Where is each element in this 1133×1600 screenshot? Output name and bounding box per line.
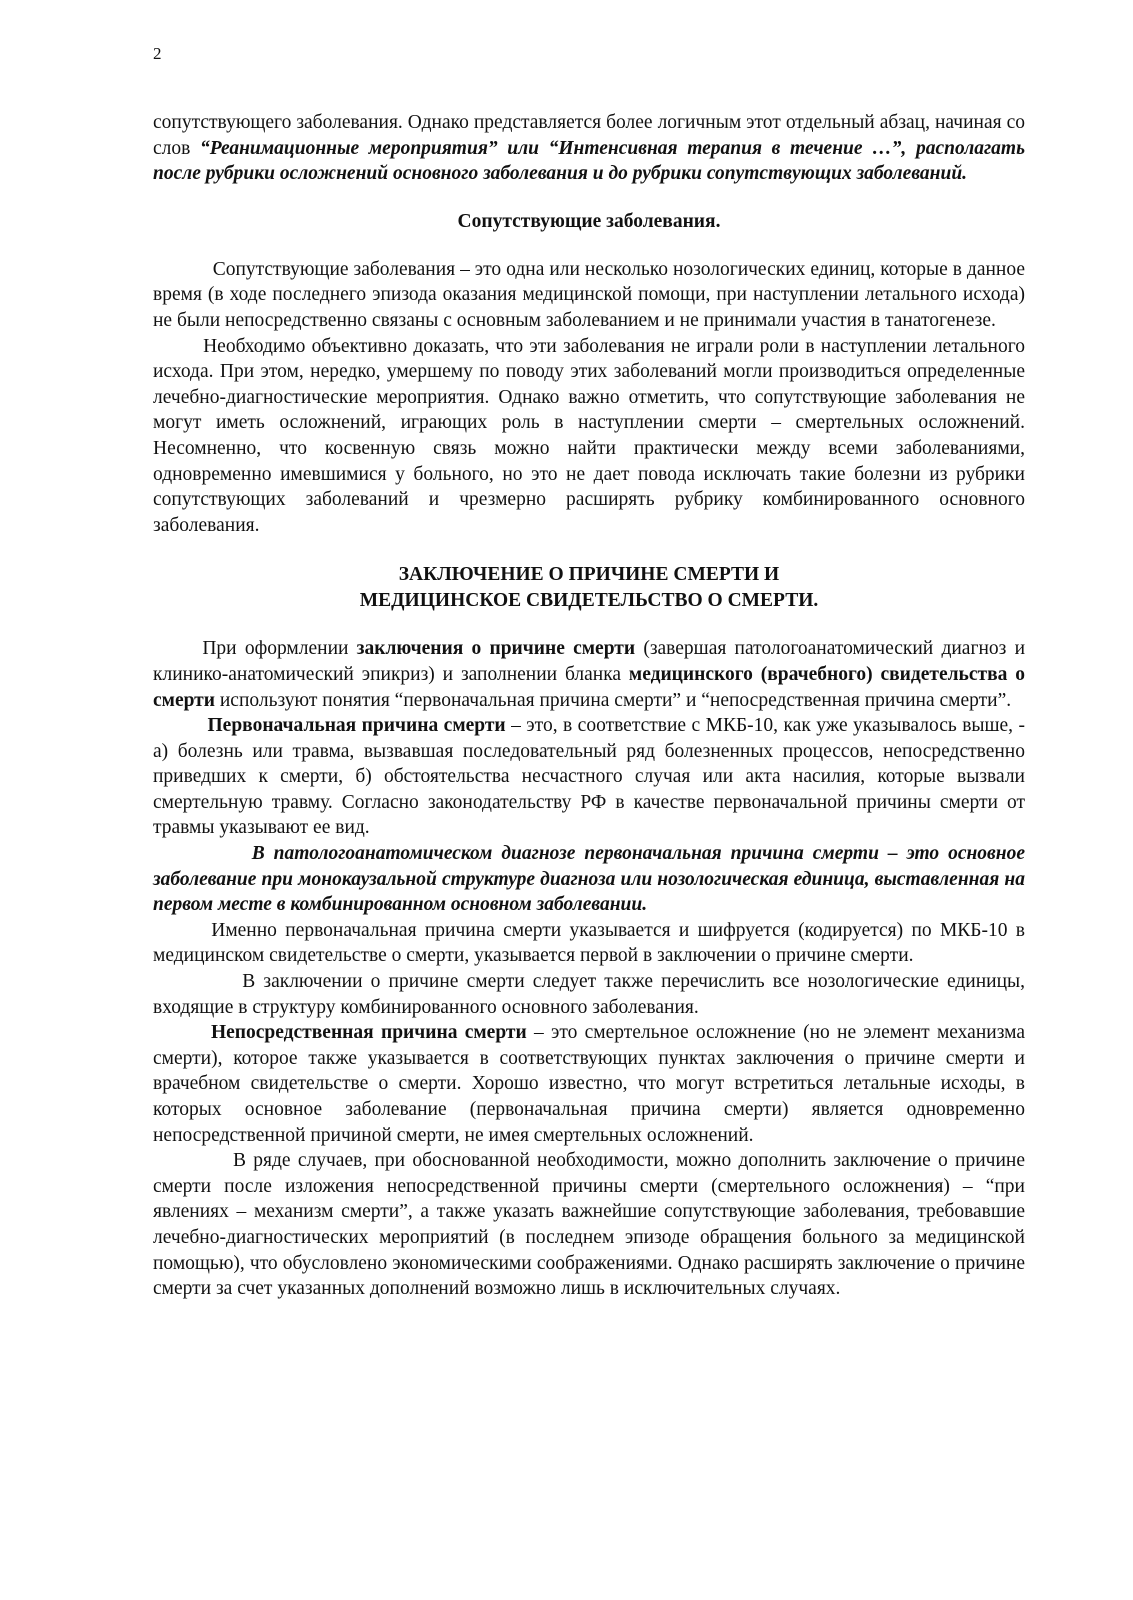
document-body [153, 110, 1025, 1302]
paragraph-text: Сопутствующие заболевания – это одна или несколько нозологических единиц, которые в данное время (в ходе последнего эпизода оказания медицинской помощи, при наступлении летального исхода) не были непосредственно связаны с основным заболеванием и не принимали участия в танатогенезе. [153, 258, 1026, 331]
paragraph-text: (завершая патологоанатомический диагноз и клинико-анатомический эпикриз) и заполнении бланка [153, 638, 1026, 685]
paragraph-bold-term: Первоначальная причина смерти [207, 715, 506, 737]
page-number: 2 [153, 44, 162, 63]
paragraph-bold-term: Непосредственная причина смерти [210, 1022, 527, 1044]
heading-line-2: МЕДИЦИНСКОЕ СВИДЕТЕЛЬСТВО О СМЕРТИ. [359, 590, 819, 612]
paragraph-text: – это, в соответствие с МКБ-10, как уже указывалось выше, - а) болезнь или травма, вызвавшая последовательный ряд болезненных процессов, непосредственно приведших к смерти, б) обстоятельства несчастного случая или акта насилия, которые вызвали смертельную травму. Согласно законодательству РФ в качестве первоначальной причины смерти от травмы указывают ее вид. [153, 715, 1025, 839]
heading-line-1: ЗАКЛЮЧЕНИЕ О ПРИЧИНЕ СМЕРТИ И [398, 564, 780, 586]
paragraph-text: Необходимо объективно доказать, что эти заболевания не играли роли в наступлении летального исхода. При этом, нередко, умершему по поводу этих заболеваний могли производиться определенные лечебно-диагностические мероприятия. Однако важно отметить, что сопутствующие заболевания не могут иметь осложнений, играющих роль в наступлении смерти – смертельных осложнений. Несомненно, что косвенную связь можно найти практически между всеми заболеваниями, одновременно имевшимися у больного, но это не дает повода исключать такие болезни из рубрики сопутствующих заболеваний и чрезмерно расширять рубрику комбинированного основного заболевания. [153, 335, 1025, 536]
paragraph-underlying-cause [153, 713, 1025, 841]
section-heading-death-conclusion [153, 562, 1025, 614]
paragraph-text: используют понятия “первоначальная причина смерти” и “непосредственная причина смерти”. [215, 689, 1012, 711]
paragraph-comorbidities-proof [153, 334, 1025, 539]
paragraph-underlying-cause-emphasis [153, 841, 1025, 918]
paragraph-text: – это смертельное осложнение (но не элемент механизма смерти), которое также указывается в соответствующих пунктах заключения о причине смерти и врачебном свидетельстве о смерти. Хорошо известно, что могут встретиться летальные исходы, в которых основное заболевание (первоначальная причина смерти) является одновременно непосредственной причиной смерти, не имея смертельных осложнений. [153, 1022, 1025, 1146]
section-heading-comorbidities: Сопутствующие заболевания. [457, 210, 721, 232]
paragraph-text: Именно первоначальная причина смерти указывается и шифруется (кодируется) по МКБ-10 в медицинском свидетельстве о смерти, указывается первой в заключении о причине смерти. [153, 919, 1026, 967]
paragraph-text: В заключении о причине смерти следует также перечислить все нозологические единицы, входящие в структуру комбинированного основного заболевания. [153, 971, 1026, 1018]
paragraph-text: сопутствующего заболевания. Однако представляется более логичным этот отдельный абзац, начиная со слов [153, 112, 1025, 159]
paragraph-coding [153, 918, 1025, 969]
paragraph-additions [153, 1148, 1025, 1302]
paragraph-text: В ряде случаев, при обоснованной необходимости, можно дополнить заключение о причине смерти после изложения непосредственной причины смерти (смертельного осложнения) – “при явлениях – механизм смерти”, а также указать важнейшие сопутствующие заболевания, требовавшие лечебно-диагностических мероприятий (в последнем эпизоде обращения больного за медицинской помощью), что обусловлено экономическими соображениями. Однако расширять заключение о причине смерти за счет указанных дополнений возможно лишь в исключительных случаях. [153, 1150, 1026, 1300]
paragraph-continuation [153, 110, 1025, 187]
paragraph-bold-term: заключения о причине смерти [356, 638, 636, 660]
paragraph-death-conclusion-intro [153, 636, 1025, 713]
paragraph-text: При оформлении [202, 638, 357, 660]
paragraph-comorbidities-definition [153, 257, 1025, 334]
paragraph-immediate-cause [153, 1020, 1025, 1148]
paragraph-emphasis: В патологоанатомическом диагнозе первоначальная причина смерти – это основное заболевание при монокаузальной структуре диагноза или нозологическая единица, выставленная на первом месте в комбинированном основном заболевании. [153, 843, 1026, 916]
paragraph-listing-units [153, 969, 1025, 1020]
paragraph-emphasis: “Реанимационные мероприятия” или “Интенсивная терапия в течение …”, располагать после рубрики осложнений основного заболевания и до рубрики сопутствующих заболеваний. [153, 137, 1025, 185]
paragraph-bold-term: медицинского (врачебного) свидетельства о смерти [153, 663, 1025, 711]
